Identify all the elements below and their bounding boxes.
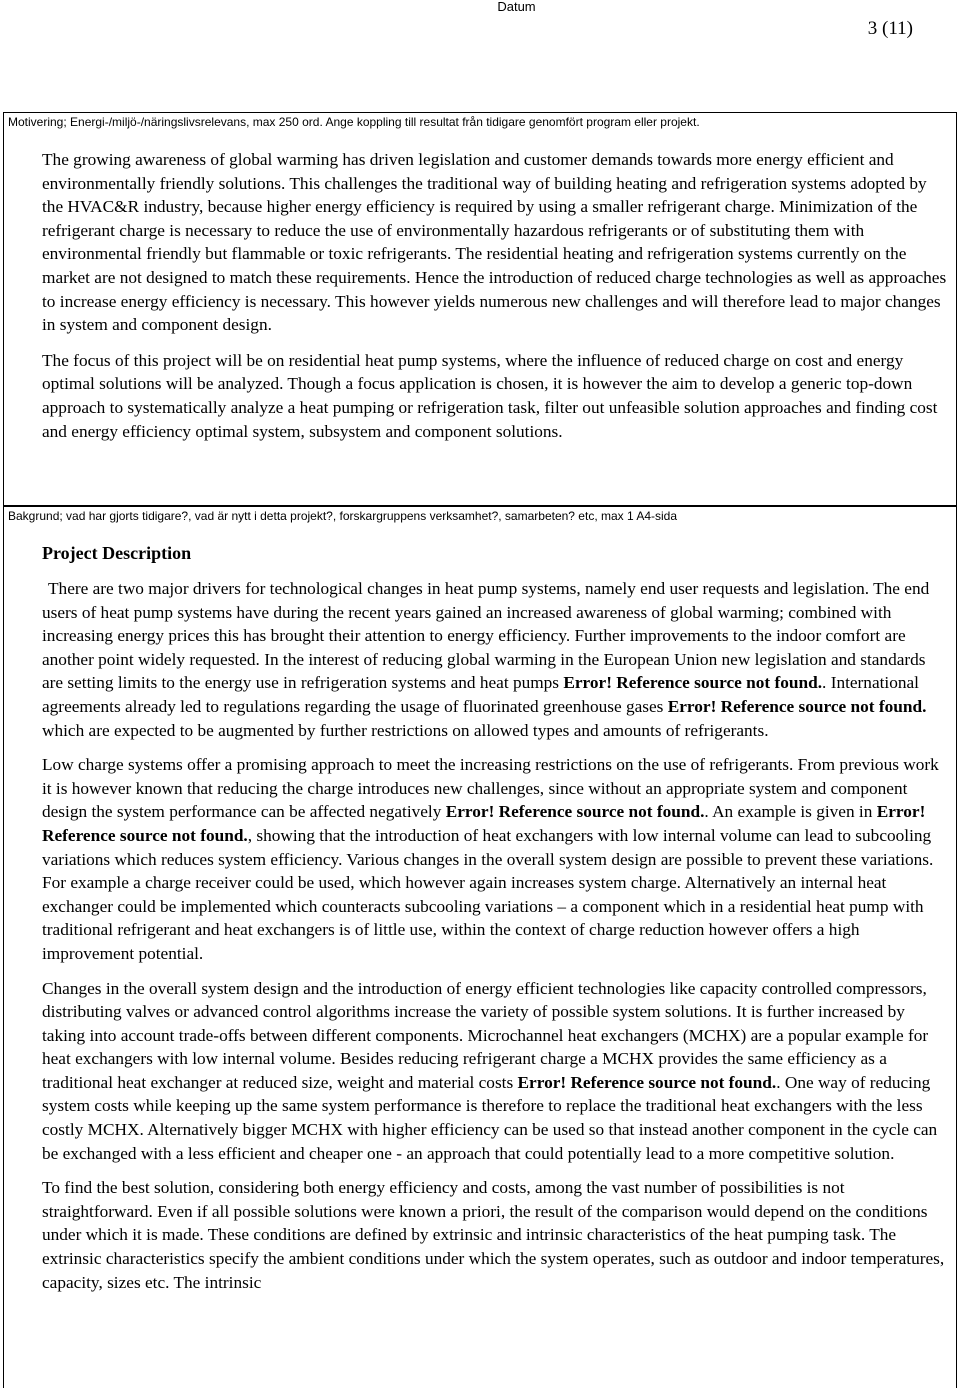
motivation-paragraph-1: The growing awareness of global warming has driven legislation and customer demands towards more energy efficient and environmentally friendly solutions. This challenges the traditional way of building heating and refrigeration systems adopted by the HVAC&R industry, because higher energy efficiency is required by using a smaller refrigerant charge. Minimization of the refrigerant charge is necessary to reduce the use of environmentally hazardous refrigerants or of substituting them with environmental friendly but flammable or toxic refrigerants. The residential heating and refrigeration systems currently on the market are not designed to match these requirements. Hence the introduction of reduced charge technologies as well as approaches to increase energy efficiency is necessary. This however yields numerous new challenges and will therefore lead to major changes in system and component design. bbox=[42, 150, 947, 335]
motivation-paragraph-2: The focus of this project will be on residential heat pump systems, where the influence of reduced charge on cost and energy optimal solutions will be analyzed. Though a focus application is chosen, it is however the aim to develop a generic top-down approach to systematically analyze a heat pumping or refrigeration task, filter out unfeasible solution approaches and finding cost and energy efficiency optimal system, subsystem and component solutions. bbox=[42, 350, 938, 441]
motivation-body bbox=[4, 129, 956, 443]
error-reference: Error! Reference source not found. bbox=[445, 802, 705, 822]
page-number: 3 (11) bbox=[867, 18, 913, 39]
motivation-caption: Motivering; Energi-/miljö-/näringslivsrelevans, max 250 ord. Ange koppling till resultat från tidigare genomfört program eller projekt. bbox=[8, 115, 700, 129]
background-body bbox=[4, 564, 956, 1294]
motivation-section bbox=[3, 112, 957, 506]
background-caption: Bakgrund; vad har gjorts tidigare?, vad är nytt i detta projekt?, forskargruppens verksamhet?, samarbeten? etc, max 1 A4-sida bbox=[8, 509, 678, 523]
error-reference: Error! Reference source not found. bbox=[42, 802, 926, 845]
header-datum: Datum bbox=[497, 0, 536, 14]
background-paragraph-2: Low charge systems offer a promising approach to meet the increasing restrictions on the use of refrigerants. From previous work it is however known that reducing the charge introduces new challenges, since without an appropriate system and component design the system performance can be affected negatively Error! Reference source not found.. An example is given in Error! Reference source not found., showing that the introduction of heat exchangers with low internal volume can lead to subcooling variations which reduces system efficiency. Various changes in the overall system design are possible to prevent these variations. For example a charge receiver could be used, which however again increases system charge. Alternatively an internal heat exchanger could be implemented which counteracts subcooling variations – a component which in a residential heat pump with traditional refrigerant and heat exchangers is of little use, within the context of charge reduction however offers a high improvement potential. bbox=[42, 755, 939, 963]
background-section bbox=[3, 506, 957, 1388]
background-paragraph-4: To find the best solution, considering both energy efficiency and costs, among the vast number of possibilities is not straightforward. Even if all possible solutions were known a priori, the result of the comparison would depend on the conditions under which it is made. These conditions are defined by extrinsic and intrinsic characteristics of the heat pumping task. The extrinsic characteristics specify the ambient conditions under which the system operates, such as outdoor and indoor temperatures, capacity, sizes etc. The intrinsic bbox=[42, 1178, 945, 1292]
section-title: Project Description bbox=[42, 543, 192, 563]
error-reference: Error! Reference source not found. bbox=[667, 696, 927, 716]
background-paragraph-1: There are two major drivers for technological changes in heat pump systems, namely end user requests and legislation. The end users of heat pump systems have during the recent years gained an increased awareness of global warming; combined with increasing energy prices this has brought their attention to energy efficiency. Further improvements to the indoor comfort are another point widely requested. In the interest of reducing global warming in the European Union new legislation and standards are setting limits to the energy use in refrigeration systems and heat pumps Error! Reference source not found.. International agreements already led to regulations regarding the usage of fluorinated greenhouse gases Error! Reference source not found. which are expected to be augmented by further restrictions on allowed types and amounts of refrigerants. bbox=[42, 579, 930, 740]
error-reference: Error! Reference source not found. bbox=[517, 1072, 777, 1092]
error-reference: Error! Reference source not found. bbox=[563, 673, 823, 693]
background-paragraph-3: Changes in the overall system design and the introduction of energy efficient technologies like capacity controlled compressors, distributing valves or advanced control algorithms increase the variety of possible system solutions. It is further increased by taking into account trade-offs between different components. Microchannel heat exchangers (MCHX) are a popular example for heat exchangers with low internal volume. Besides reducing refrigerant charge a MCHX provides the same efficiency as a traditional heat exchanger at reduced size, weight and material costs Error! Reference source not found.. One way of reducing system costs while keeping up the same system performance is therefore to replace the traditional heat exchangers with the less costly MCHX. Alternatively bigger MCHX with higher efficiency can be used so that instead another component in the cycle can be exchanged with a less efficient and cheaper one - an approach that could potentially lead to a more competitive solution. bbox=[42, 978, 938, 1163]
